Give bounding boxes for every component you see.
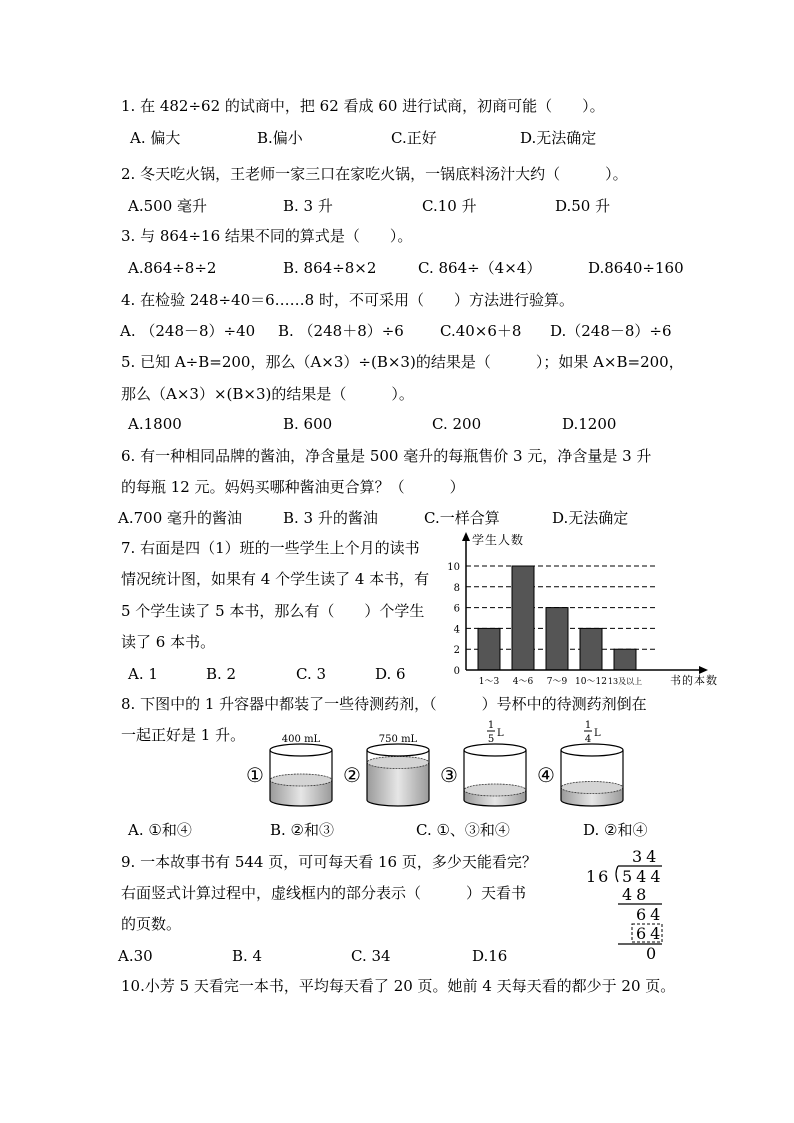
- division-quotient: 34: [632, 847, 661, 866]
- q7-option-a: A. 1: [128, 665, 158, 683]
- cup-fraction-denominator: 4: [584, 734, 592, 745]
- q4-option-d: D.（248－8）÷6: [550, 322, 672, 340]
- q3-option-d: D.8640÷160: [588, 259, 684, 277]
- cup-liquid-surface: [464, 784, 526, 796]
- bar-5: [614, 649, 636, 670]
- q7-stem-line4: 读了 6 本书。: [121, 633, 216, 651]
- y-tick-label: 2: [453, 645, 460, 657]
- q3-option-a: A.864÷8÷2: [128, 259, 217, 277]
- q3-option-c: C. 864÷（4×4）: [418, 259, 542, 277]
- cup-fraction-numerator: 1: [487, 720, 495, 731]
- cup-volume-label: 400 mL: [281, 734, 321, 745]
- cups-figure: [245, 716, 645, 812]
- cup-rim: [464, 744, 526, 756]
- y-axis-title: 学生人数: [472, 533, 525, 547]
- cup-3: [440, 720, 526, 806]
- division-divisor: 16: [586, 867, 611, 886]
- cup-4: [537, 720, 623, 806]
- q1-option-d: D.无法确定: [520, 129, 597, 147]
- q4-option-c: C.40×6＋8: [440, 322, 522, 340]
- y-tick-label: 4: [453, 624, 460, 636]
- cup-number: ③: [440, 763, 458, 787]
- q5-option-a: A.1800: [128, 415, 182, 433]
- q3-option-b: B. 864÷8×2: [283, 259, 377, 277]
- q8-stem-line2: 一起正好是 1 升。: [121, 726, 246, 744]
- q2-option-c: C.10 升: [422, 197, 477, 215]
- y-tick-label: 10: [447, 562, 460, 573]
- q6-stem-line1: 6. 有一种相同品牌的酱油，净含量是 500 毫升的每瓶售价 3 元，净含量是 3 升: [121, 447, 652, 465]
- x-tick-label: 13及以上: [607, 677, 643, 686]
- cup-rim: [270, 744, 332, 756]
- cup-liquid-surface: [367, 757, 429, 769]
- q10-stem: 10.小芳 5 天看完一本书，平均每天看了 20 页。她前 4 天每天看的都少于 20 页。: [121, 977, 676, 995]
- q6-option-c: C.一样合算: [424, 509, 500, 527]
- q4-stem: 4. 在检验 248÷40＝6……8 时，不可采用（ ）方法进行验算。: [121, 291, 574, 309]
- cup-rim: [367, 744, 429, 756]
- q9-stem-line1: 9. 一本故事书有 544 页，可可每天看 16 页，多少天能看完？: [121, 853, 537, 871]
- division-dividend: 544: [622, 867, 665, 886]
- cup-2: [343, 734, 429, 806]
- q9-option-a: A.30: [118, 947, 153, 965]
- q7-option-b: B. 2: [206, 665, 237, 683]
- division-step2: 64: [636, 905, 665, 924]
- q4-option-b: B. （248＋8）÷6: [278, 322, 404, 340]
- q3-stem: 3. 与 864÷16 结果不同的算式是（ ）。: [121, 227, 413, 245]
- q2-option-a: A.500 毫升: [128, 197, 207, 215]
- x-tick-label: 7～9: [546, 677, 568, 687]
- y-tick-label: 0: [453, 666, 460, 677]
- x-axis-title: 书的本数: [670, 674, 718, 687]
- q7-option-d: D. 6: [375, 665, 406, 683]
- y-tick-label: 6: [453, 603, 460, 615]
- q6-option-d: D.无法确定: [552, 509, 629, 527]
- x-axis-arrow: [699, 666, 708, 674]
- cup-volume-label: 750 mL: [378, 734, 418, 745]
- q5-stem-line1: 5. 已知 A÷B=200，那么（A×3）÷(B×3)的结果是（ ）；如果 A×B=200，: [121, 353, 684, 371]
- cup-liquid-surface: [270, 774, 332, 786]
- q6-option-a: A.700 毫升的酱油: [118, 509, 242, 527]
- cup-fraction-denominator: 5: [487, 734, 495, 745]
- y-tick-label: 8: [453, 582, 460, 594]
- q9-stem-line2: 右面竖式计算过程中，虚线框内的部分表示（ ）天看书: [121, 884, 527, 902]
- q9-option-d: D.16: [472, 947, 508, 965]
- q5-option-b: B. 600: [283, 415, 333, 433]
- long-division-figure: [574, 844, 674, 962]
- q9-option-b: B. 4: [232, 947, 263, 965]
- q6-option-b: B. 3 升的酱油: [283, 509, 378, 527]
- bar-2: [512, 566, 534, 670]
- q7-option-c: C. 3: [296, 665, 327, 683]
- cup-number: ④: [537, 763, 555, 787]
- q7-stem-line1: 7. 右面是四（1）班的一些学生上个月的读书: [121, 539, 420, 557]
- q8-option-d: D. ②和④: [583, 821, 648, 839]
- bar-3: [546, 608, 568, 670]
- q7-stem-line3: 5 个学生读了 5 本书，那么有（ ）个学生: [121, 602, 425, 620]
- q1-option-c: C.正好: [391, 129, 437, 147]
- q1-option-b: B.偏小: [257, 129, 303, 147]
- cup-1: [246, 734, 332, 806]
- cup-number: ②: [343, 763, 361, 787]
- y-axis-arrow: [462, 532, 470, 541]
- bar-4: [580, 628, 602, 670]
- q7-stem-line2: 情况统计图，如果有 4 个学生读了 4 本书，有: [121, 570, 430, 588]
- bar-1: [478, 628, 500, 670]
- q9-option-c: C. 34: [351, 947, 391, 965]
- x-tick-label: 10～12: [575, 677, 607, 687]
- q4-option-a: A. （248－8）÷40: [120, 322, 256, 340]
- x-tick-label: 1～3: [478, 677, 500, 687]
- division-step3: 64: [636, 924, 665, 943]
- q2-option-d: D.50 升: [555, 197, 611, 215]
- cup-fraction-numerator: 1: [584, 720, 592, 731]
- division-remainder: 0: [646, 944, 657, 962]
- q8-option-c: C. ①、③和④: [416, 821, 510, 839]
- q1-option-a: A. 偏大: [130, 129, 181, 147]
- cup-number: ①: [246, 763, 264, 787]
- q5-option-d: D.1200: [562, 415, 617, 433]
- q8-option-b: B. ②和③: [270, 821, 335, 839]
- cup-liquid-surface: [561, 782, 623, 794]
- q1-stem: 1. 在 482÷62 的试商中，把 62 看成 60 进行试商，初商可能（ ）。: [121, 97, 605, 115]
- q6-stem-line2: 的每瓶 12 元。妈妈买哪种酱油更合算？（ ）: [121, 478, 465, 496]
- cup-fraction-unit: L: [497, 728, 504, 739]
- q2-stem: 2. 冬天吃火锅，王老师一家三口在家吃火锅，一锅底料汤汁大约（ ）。: [121, 165, 628, 183]
- q8-stem-line1: 8. 下图中的 1 升容器中都装了一些待测药剂，（ ）号杯中的待测药剂倒在: [121, 695, 647, 713]
- q5-option-c: C. 200: [432, 415, 482, 433]
- q9-stem-line3: 的页数。: [121, 915, 182, 933]
- division-step1: 48: [622, 885, 651, 904]
- reading-bar-chart: [440, 528, 732, 690]
- q8-option-a: A. ①和④: [128, 821, 192, 839]
- cup-rim: [561, 744, 623, 756]
- x-tick-label: 4～6: [512, 677, 534, 687]
- cup-fraction-unit: L: [594, 728, 601, 739]
- q5-stem-line2: 那么（A×3）×(B×3)的结果是（ ）。: [121, 385, 414, 403]
- cup-liquid: [367, 763, 429, 807]
- q2-option-b: B. 3 升: [283, 197, 333, 215]
